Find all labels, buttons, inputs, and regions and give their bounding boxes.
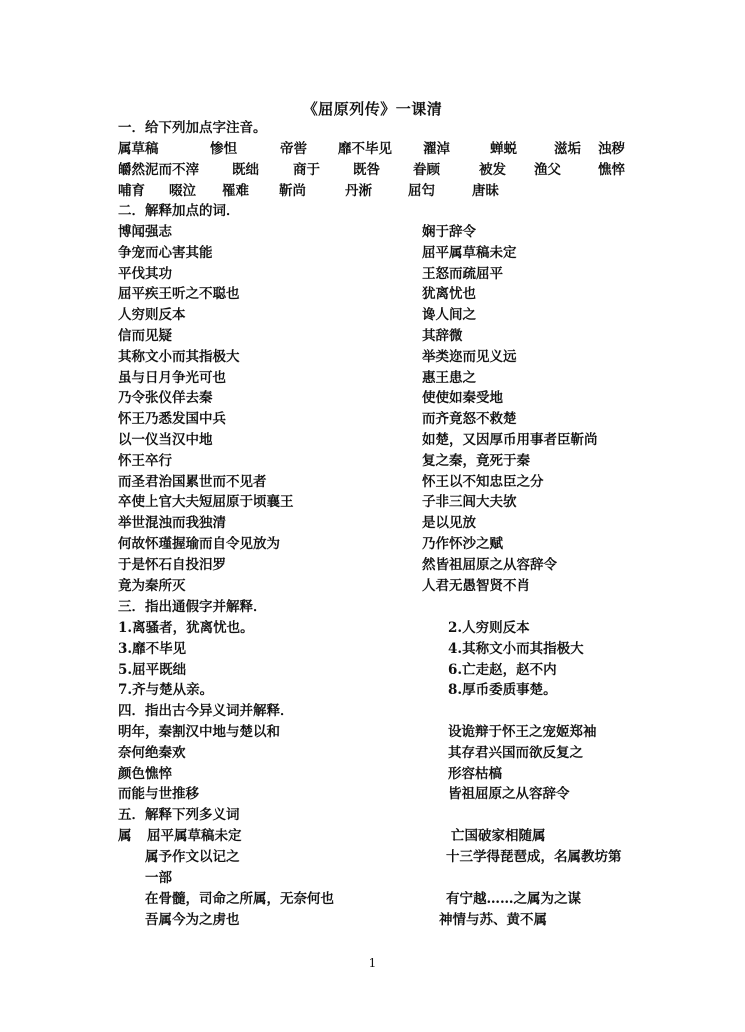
pinyin-word: 哺育 [118, 183, 145, 199]
ancient-modern-item: 形容枯槁 [448, 765, 502, 782]
explain-phrase: 谗人间之 [422, 307, 476, 324]
ancient-modern-item: 颜色憔悴 [118, 765, 172, 782]
pinyin-word: 屈匄 [408, 183, 435, 199]
tongjia-item: 3.靡不毕见 [118, 640, 187, 657]
explain-phrase: 娴于辞令 [422, 224, 476, 240]
explain-phrase: 屈平疾王听之不聪也 [118, 286, 240, 303]
polysemy-example: 属予作文以记之 [145, 849, 240, 865]
explain-phrase: 而齐竟怒不救楚 [422, 411, 517, 428]
explain-phrase: 举世混浊而我独清 [118, 515, 226, 532]
explain-phrase: 乃令张仪佯去秦 [118, 390, 213, 407]
explain-phrase: 是以见放 [422, 515, 476, 532]
explain-phrase: 然皆祖屈原之从容辞令 [422, 556, 557, 573]
pinyin-word: 蝉蜕 [490, 141, 517, 157]
explain-phrase: 子非三闾大夫欤 [422, 494, 517, 511]
polysemy-example: 亡国破家相随属 [451, 828, 546, 844]
explain-phrase: 人君无愚智贤不肖 [422, 577, 530, 594]
page-title: 《屈原列传》一课清 [302, 100, 443, 118]
polysemy-example: 十三学得琵琶成，名属教坊第 [446, 849, 622, 865]
explain-phrase: 争宠而心害其能 [118, 244, 213, 261]
explain-phrase: 怀王以不知忠臣之分 [422, 473, 544, 490]
explain-phrase: 如楚，又因厚币用事者臣靳尚 [422, 432, 598, 448]
pinyin-word: 商于 [293, 162, 320, 178]
explain-phrase: 竟为秦所灭 [118, 577, 186, 594]
polysemy-example: 一部 [145, 870, 172, 886]
pinyin-word: 唐昧 [472, 183, 499, 199]
explain-phrase: 怀王乃悉发国中兵 [118, 411, 226, 428]
explain-phrase: 其称文小而其指极大 [118, 348, 240, 365]
explain-phrase: 博闻强志 [118, 224, 172, 240]
pinyin-word-row [118, 160, 638, 180]
explain-phrase: 而圣君治国累世而不见者 [118, 473, 267, 490]
pinyin-word: 憔悴 [598, 162, 625, 178]
tongjia-item: 6.亡走赵，赵不内 [448, 661, 557, 678]
tongjia-item: 7.齐与楚从亲。 [118, 682, 214, 699]
explain-phrase: 以一仪当汉中地 [118, 432, 213, 448]
explain-phrase: 犹离忧也 [422, 286, 476, 303]
explain-phrase: 乃作怀沙之赋 [422, 536, 503, 552]
pinyin-word: 眷顾 [413, 162, 440, 178]
section-2-heading: 二．解释加点的词． [118, 203, 240, 219]
pinyin-word: 渔父 [534, 162, 561, 178]
polysemy-example: 屈平属草稿未定 [147, 828, 242, 844]
ancient-modern-item: 皆祖屈原之从容辞令 [448, 786, 570, 803]
explain-phrase: 王怒而疏屈平 [422, 265, 503, 282]
ancient-modern-item: 设诡辩于怀王之宠姬郑袖 [448, 724, 597, 740]
polysemy-example: 在骨髓，司命之所属，无奈何也 [145, 891, 334, 907]
pinyin-word-row [118, 139, 638, 159]
explain-phrase: 使使如秦受地 [422, 390, 503, 407]
pinyin-word: 惨怛 [210, 141, 237, 157]
explain-phrase: 人穷则反本 [118, 307, 186, 324]
ancient-modern-item: 奈何绝秦欢 [118, 744, 186, 761]
ancient-modern-item: 明年，秦割汉中地与楚以和 [118, 724, 280, 740]
polysemy-example: 有宁越……之属为之谋 [446, 891, 581, 907]
explain-phrase: 惠王患之 [422, 369, 476, 386]
pinyin-word: 既咎 [353, 162, 380, 178]
section-4-heading: 四．指出古今异义词并解释． [118, 703, 294, 719]
explain-phrase: 虽与日月争光可也 [118, 369, 226, 386]
tongjia-item: 1.离骚者，犹离忧也。 [118, 620, 254, 636]
explain-phrase: 其辞微 [422, 328, 463, 344]
tongjia-item: 2.人穷则反本 [448, 620, 530, 636]
pinyin-word: 靡不毕见 [338, 141, 392, 157]
pinyin-word-row [118, 181, 638, 201]
pinyin-word: 浊秽 [598, 141, 625, 157]
pinyin-word: 濯淖 [423, 141, 450, 157]
tongjia-item: 4.其称文小而其指极大 [448, 640, 584, 657]
pinyin-word: 被发 [479, 162, 506, 178]
polysemy-word: 属 [118, 828, 132, 844]
explain-phrase: 信而见疑 [118, 328, 172, 344]
explain-phrase: 平伐其功 [118, 265, 172, 282]
explain-phrase: 屈平属草稿未定 [422, 244, 517, 261]
explain-phrase: 举类迩而见义远 [422, 348, 517, 365]
pinyin-word: 丹淅 [345, 183, 372, 199]
polysemy-example: 吾属今为之虏也 [145, 912, 240, 928]
page-number: 1 [368, 956, 377, 970]
pinyin-word: 罹难 [222, 183, 249, 199]
section-1-heading: 一．给下列加点字注音。 [118, 120, 267, 136]
pinyin-word: 啜泣 [169, 183, 196, 199]
pinyin-word: 帝喾 [280, 141, 307, 157]
pinyin-word: 属草稿 [118, 141, 159, 157]
explain-phrase: 怀王卒行 [118, 452, 172, 469]
explain-phrase: 复之秦，竟死于秦 [422, 452, 530, 469]
section-3-heading: 三．指出通假字并解释． [118, 599, 267, 615]
tongjia-item: 5.屈平既绌 [118, 661, 187, 678]
pinyin-word: 靳尚 [279, 183, 306, 199]
explain-phrase: 何故怀瑾握瑜而自令见放为 [118, 536, 280, 552]
pinyin-word: 滋垢 [554, 141, 581, 157]
explain-phrase: 于是怀石自投汨罗 [118, 556, 226, 573]
ancient-modern-item: 而能与世推移 [118, 786, 199, 803]
pinyin-word: 皭然泥而不滓 [118, 162, 199, 178]
explain-phrase: 卒使上官大夫短屈原于顷襄王 [118, 494, 294, 511]
tongjia-item: 8.厚币委质事楚。 [448, 682, 557, 699]
pinyin-word: 既绌 [232, 162, 259, 178]
polysemy-example: 神情与苏、黄不属 [439, 912, 547, 928]
ancient-modern-item: 其存君兴国而欲反复之 [448, 744, 583, 761]
section-5-heading: 五．解释下列多义词 [118, 807, 240, 823]
